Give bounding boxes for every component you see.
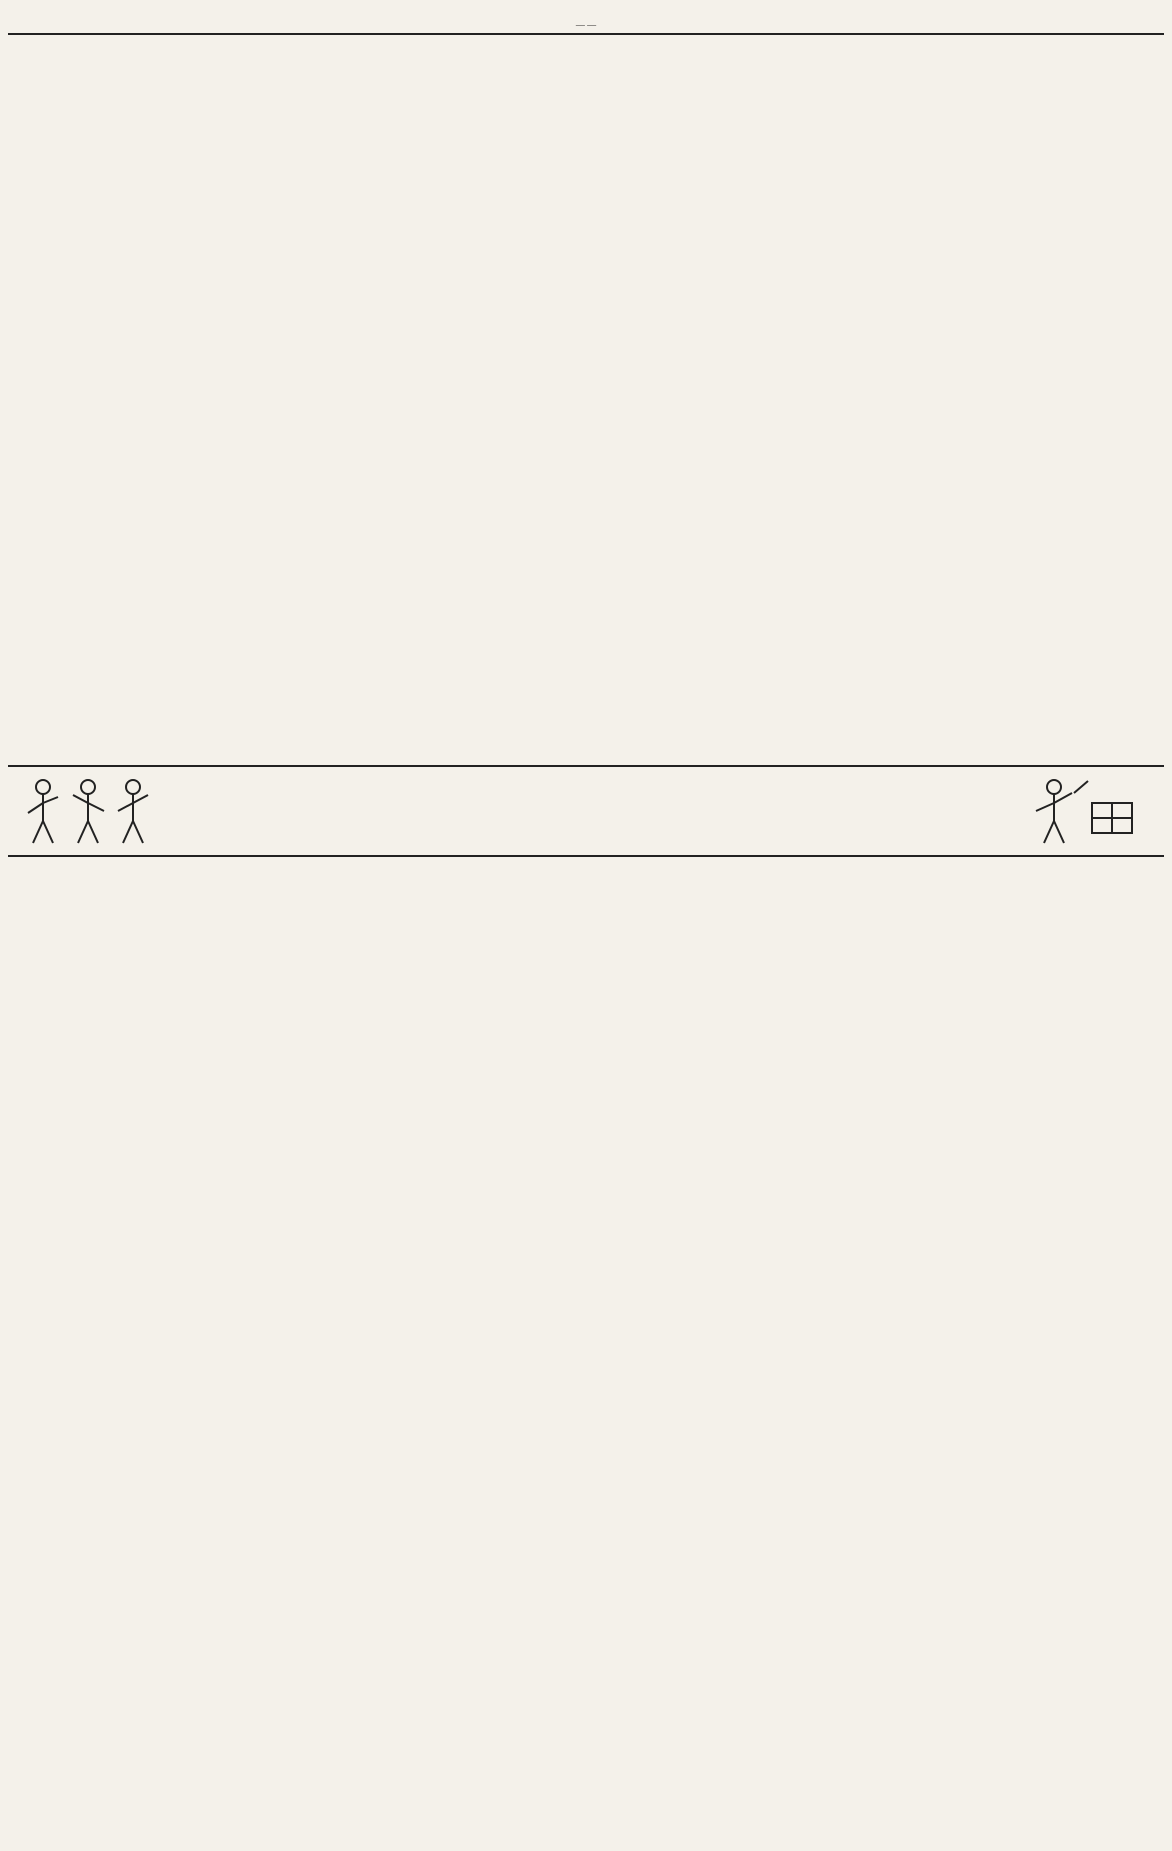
service-directory xyxy=(8,857,1164,1840)
newspaper-page xyxy=(8,8,1164,1835)
banner-text xyxy=(168,810,1004,812)
masthead xyxy=(8,8,1164,35)
workers-illustration-right xyxy=(1004,771,1164,851)
handyman-icon xyxy=(1014,773,1154,849)
classified-section xyxy=(8,35,1164,767)
service-directory-banner xyxy=(8,767,1164,857)
workers-illustration-left xyxy=(8,771,168,851)
masthead-papers: — — xyxy=(575,20,597,30)
workers-icon xyxy=(18,773,158,849)
